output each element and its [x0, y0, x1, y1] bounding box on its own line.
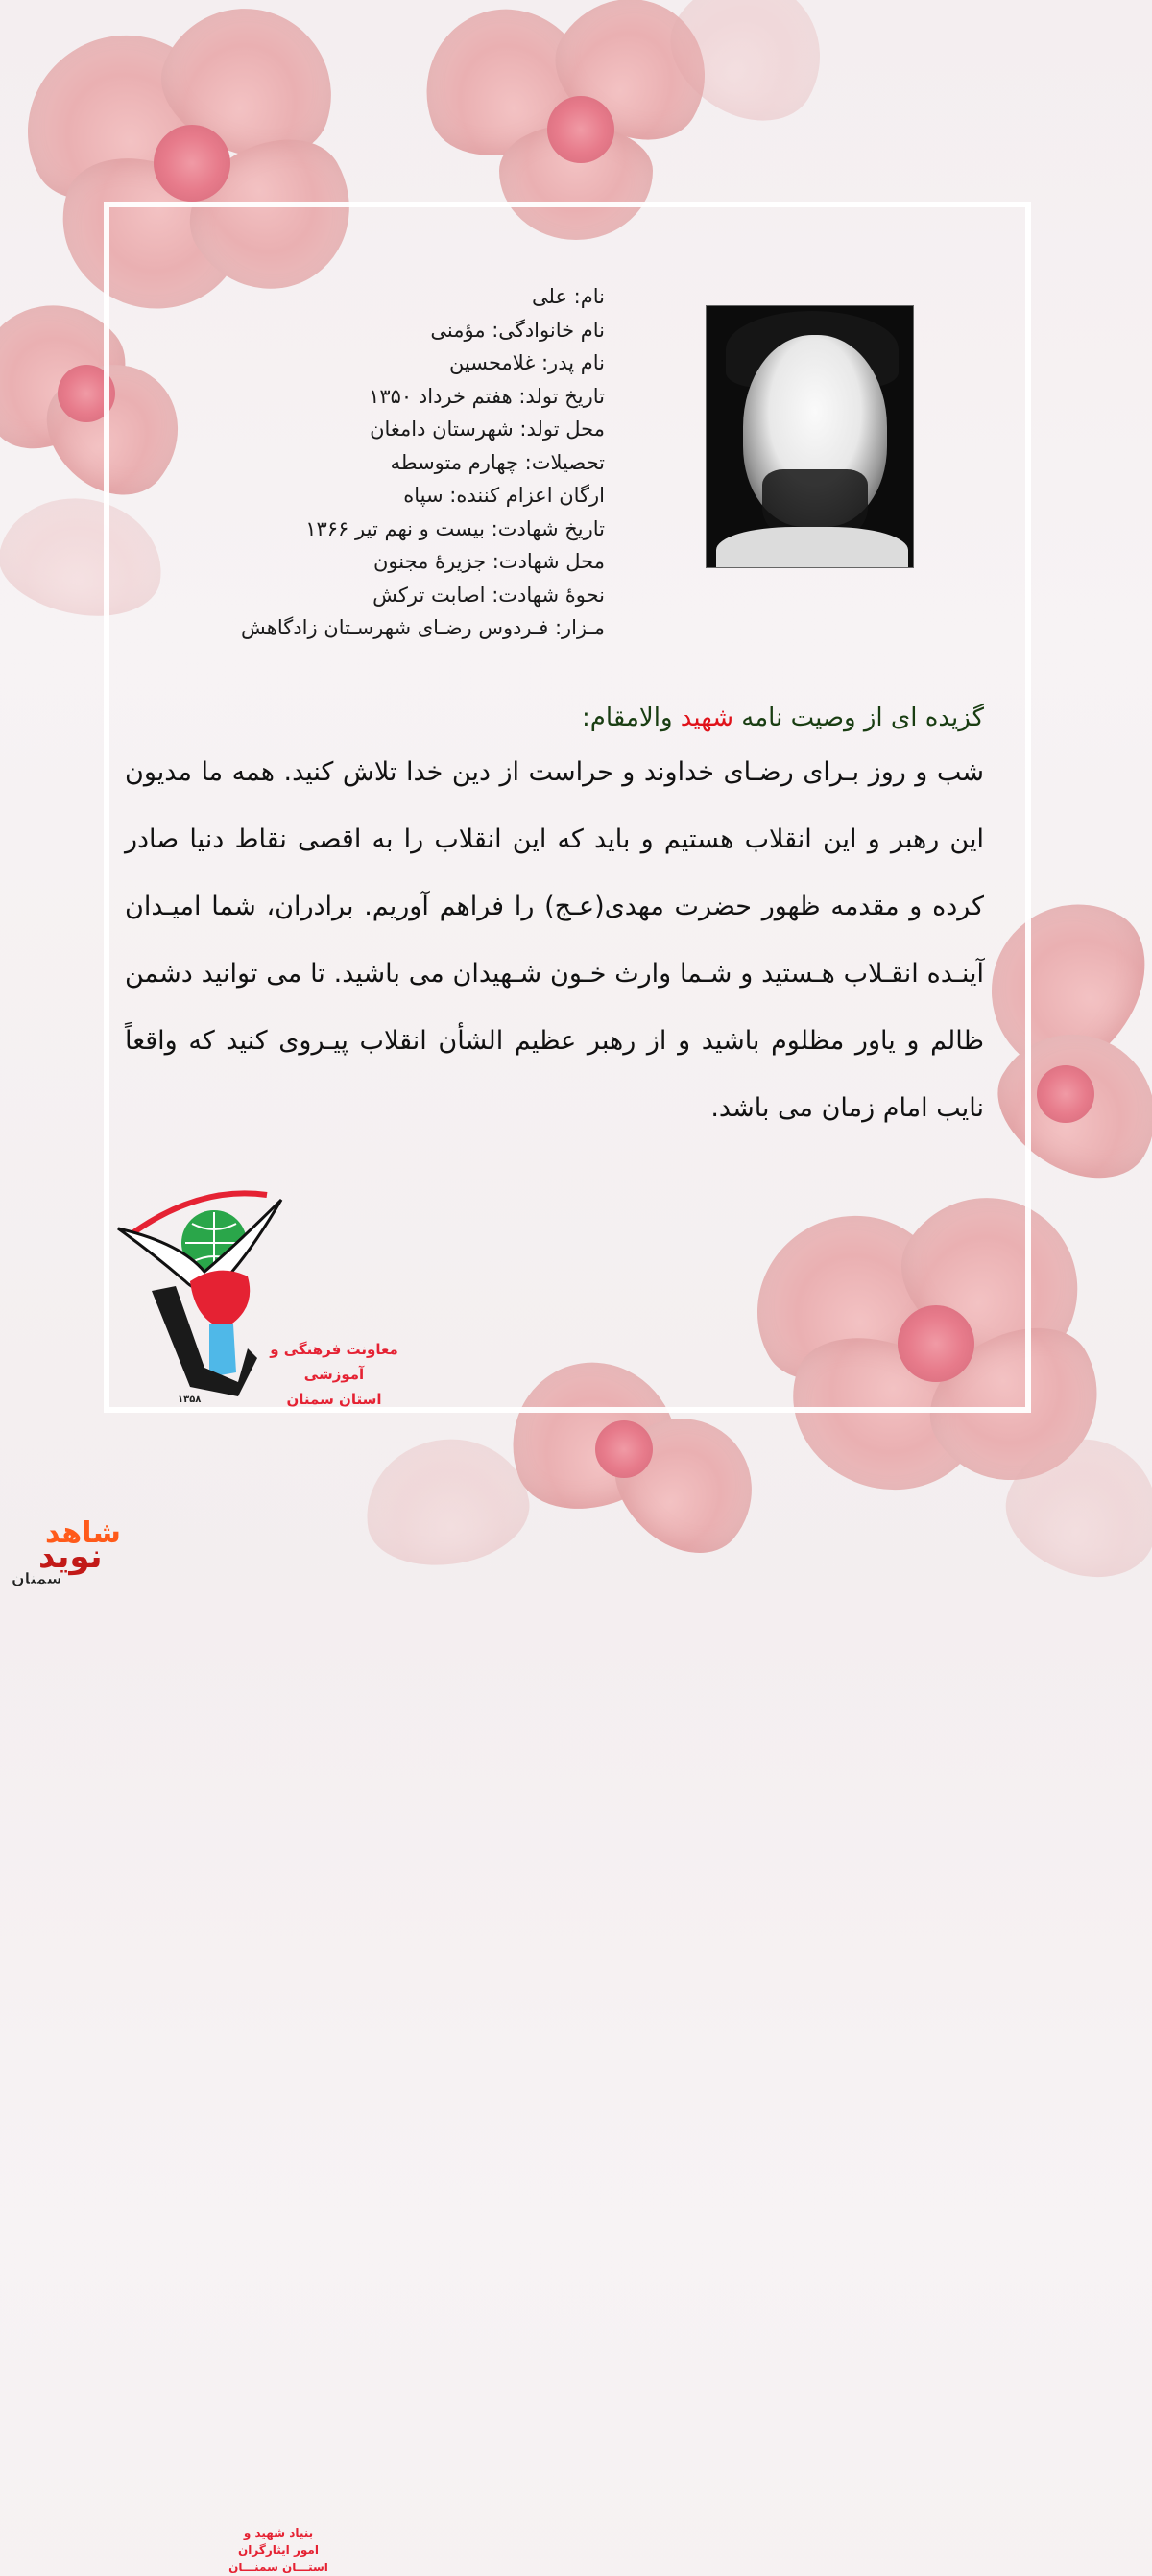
bio-martyrdom-date: تاریخ شهادت: بیست و نهم تیر ۱۳۶۶ — [305, 516, 605, 540]
biography-list — [241, 280, 605, 645]
heading-prefix: گزیده ای از وصیت نامه — [733, 704, 984, 732]
watermark-shahed: شاهد — [45, 1516, 121, 1550]
heading-highlight: شهید — [680, 704, 734, 732]
caption-line-2: استان سمنان — [286, 1391, 382, 1408]
bio-first-name: نام: علی — [532, 285, 605, 308]
org-line-3: استـــان سمنـــان — [228, 2561, 328, 2574]
org-line-1: بنیاد شهید و — [243, 2526, 314, 2540]
testament-heading — [582, 704, 984, 732]
bio-last-name: نام خانوادگی: مؤمنی — [430, 318, 605, 342]
logo-org-name — [227, 2524, 330, 2576]
caption-line-1: معاونت فرهنگی و آموزشی — [270, 1341, 398, 1383]
bio-burial-place: مـزار: فـردوس رضـای شهرسـتان زادگاهش — [241, 616, 605, 639]
bio-education: تحصیلات: چهارم متوسطه — [390, 450, 605, 474]
navid-shahed-watermark — [12, 1516, 146, 1588]
watermark-navid: نوید — [38, 1538, 103, 1576]
bio-dispatching-organ: ارگان اعزام کننده: سپاه — [403, 484, 605, 507]
logo-year: ۱۳۵۸ — [178, 1395, 202, 1405]
testament-body: شب و روز بـرای رضـای خداوند و حراست از دین خدا تلاش کنید. همه ما مدیون این رهبر و این انقلاب هستیم و باید که این انقلاب را به اقصی نقاط دنیا صادر کرده و مقدمه ظهور حضرت مهدی(عـج) را فراهم آوریم. برادران، شما امیـدان آینـده انقـلاب هـستید و شـما وارث خـون شـهیدان می باشید. تا می توانید دشمن ظالم و یاور مظلوم باشید و از رهبر عظیم الشأن انقلاب پیـروی کنید که واقعاً نایب امام زمان می باشد. — [125, 757, 984, 1123]
bio-birth-place: محل تولد: شهرستان دامغان — [370, 417, 605, 441]
martyr-photo — [706, 305, 914, 568]
bio-father-name: نام پدر: غلامحسین — [448, 351, 605, 374]
watermark-semnan: سمنان — [12, 1569, 62, 1587]
bio-martyrdom-place: محل شهادت: جزیرهٔ مجنون — [372, 550, 605, 573]
org-line-2: امور ایثارگران — [238, 2543, 319, 2557]
heading-suffix: والامقام: — [582, 704, 681, 732]
bio-birth-date: تاریخ تولد: هفتم خرداد ۱۳۵۰ — [369, 384, 605, 408]
logo-caption — [257, 1337, 411, 1412]
photo-shirt — [716, 527, 908, 568]
bio-martyrdom-manner: نحوهٔ شهادت: اصابت ترکش — [372, 583, 605, 607]
